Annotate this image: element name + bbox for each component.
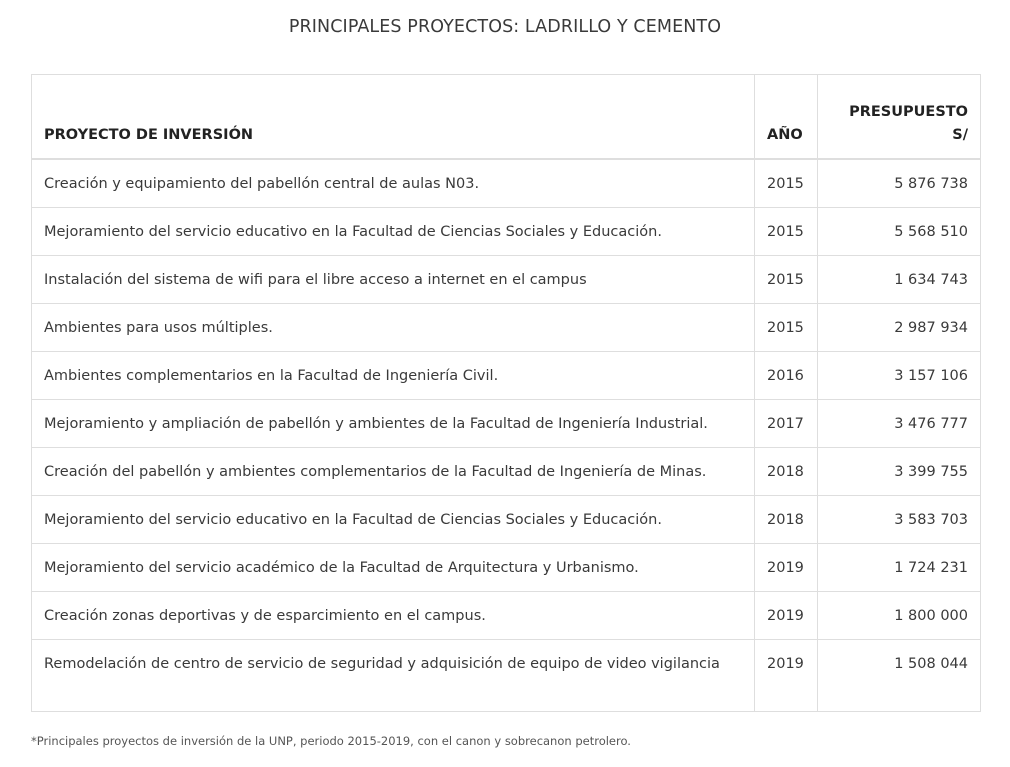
- year-cell: 2018: [755, 495, 818, 543]
- table-row: [32, 495, 981, 543]
- table-row: [32, 351, 981, 399]
- year-cell: 2015: [755, 159, 818, 207]
- project-cell: Ambientes para usos múltiples.: [32, 303, 755, 351]
- project-cell: Mejoramiento del servicio educativo en la Facultad de Ciencias Sociales y Educación.: [32, 207, 755, 255]
- budget-cell: 3 476 777: [818, 399, 981, 447]
- table-row: [32, 591, 981, 639]
- year-cell: 2018: [755, 447, 818, 495]
- table-body: [32, 159, 981, 711]
- project-cell: Mejoramiento del servicio educativo en la Facultad de Ciencias Sociales y Educación.: [32, 495, 755, 543]
- header-project: PROYECTO DE INVERSIÓN: [32, 75, 755, 160]
- page-title: PRINCIPALES PROYECTOS: LADRILLO Y CEMENTO: [288, 17, 722, 37]
- year-cell: 2019: [755, 639, 818, 711]
- header-row: [32, 75, 981, 160]
- year-cell: 2015: [755, 255, 818, 303]
- budget-cell: 5 876 738: [818, 159, 981, 207]
- project-cell: Instalación del sistema de wifi para el libre acceso a internet en el campus: [32, 255, 755, 303]
- budget-cell: 1 634 743: [818, 255, 981, 303]
- header-year: AÑO: [755, 75, 818, 160]
- budget-cell: 1 800 000: [818, 591, 981, 639]
- table-row: [32, 447, 981, 495]
- year-cell: 2016: [755, 351, 818, 399]
- year-cell: 2015: [755, 207, 818, 255]
- project-cell: Creación zonas deportivas y de esparcimiento en el campus.: [32, 591, 755, 639]
- table-row: [32, 303, 981, 351]
- project-cell: Creación del pabellón y ambientes complementarios de la Facultad de Ingeniería de Minas.: [32, 447, 755, 495]
- table-row: [32, 639, 981, 711]
- table-row: [32, 159, 981, 207]
- year-cell: 2015: [755, 303, 818, 351]
- budget-cell: 3 399 755: [818, 447, 981, 495]
- budget-cell: 5 568 510: [818, 207, 981, 255]
- budget-cell: 3 157 106: [818, 351, 981, 399]
- header-budget-line2: S/: [952, 127, 968, 143]
- table-row: [32, 255, 981, 303]
- project-cell: Mejoramiento del servicio académico de la Facultad de Arquitectura y Urbanismo.: [32, 543, 755, 591]
- projects-table: [31, 74, 981, 712]
- footnote: *Principales proyectos de inversión de la UNP, periodo 2015-2019, con el canon y sobrecanon petrolero.: [31, 734, 631, 748]
- budget-cell: 2 987 934: [818, 303, 981, 351]
- table-row: [32, 207, 981, 255]
- budget-cell: 1 508 044: [818, 639, 981, 711]
- year-cell: 2019: [755, 543, 818, 591]
- budget-cell: 3 583 703: [818, 495, 981, 543]
- project-cell: Creación y equipamiento del pabellón central de aulas N03.: [32, 159, 755, 207]
- table-row: [32, 543, 981, 591]
- header-budget: [818, 75, 981, 160]
- budget-cell: 1 724 231: [818, 543, 981, 591]
- project-cell: Mejoramiento y ampliación de pabellón y ambientes de la Facultad de Ingeniería Industrial.: [32, 399, 755, 447]
- year-cell: 2019: [755, 591, 818, 639]
- project-cell: Ambientes complementarios en la Facultad de Ingeniería Civil.: [32, 351, 755, 399]
- table-row: [32, 399, 981, 447]
- header-budget-line1: PRESUPUESTO: [849, 104, 968, 120]
- table-header: [32, 75, 981, 160]
- project-cell: Remodelación de centro de servicio de seguridad y adquisición de equipo de video vigilancia: [32, 639, 755, 711]
- year-cell: 2017: [755, 399, 818, 447]
